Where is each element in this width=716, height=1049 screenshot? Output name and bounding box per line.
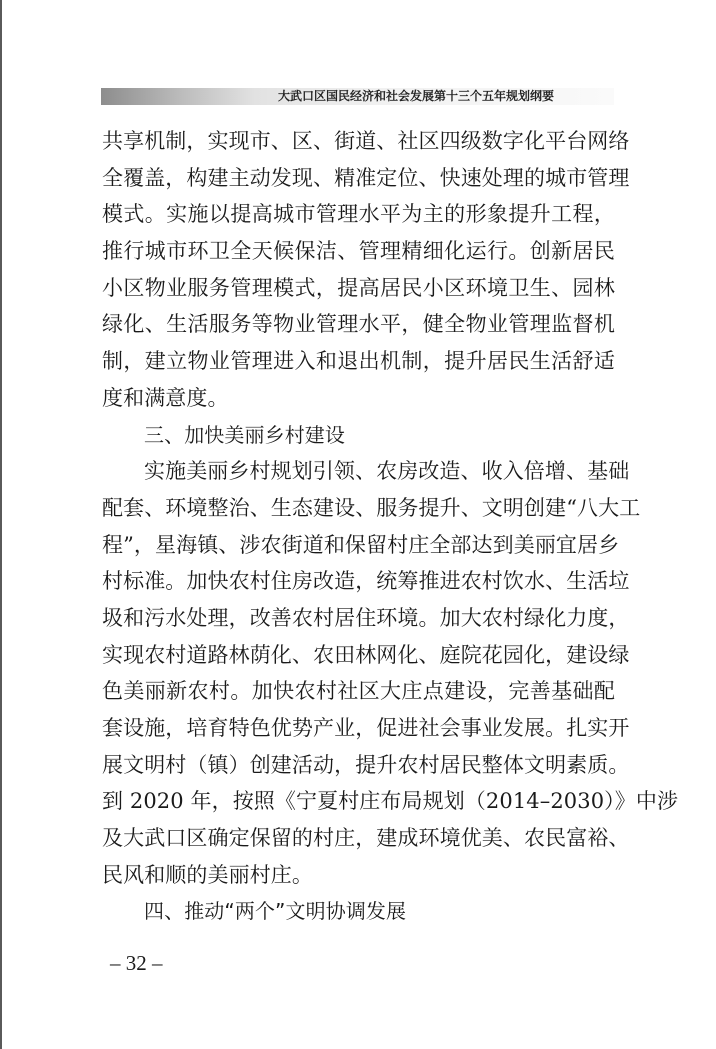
text-line: 及大武口区确定保留的村庄，建成环境优美、农民富裕、 [102, 826, 630, 851]
page-number: – 32 – [110, 951, 163, 975]
page-edge [0, 0, 2, 1049]
text-line: 套设施，培育特色优势产业，促进社会事业发展。扎实开 [102, 716, 630, 740]
section-heading: 三、加快美丽乡村建设 [144, 422, 345, 447]
header-title: 大武口区国民经济和社会发展第十三个五年规划纲要 [277, 89, 554, 103]
text-line: 实施美丽乡村规划引领、农房改造、收入倍增、基础 [144, 459, 630, 484]
text-line: 展文明村（镇）创建活动，提升农村居民整体文明素质。 [102, 752, 630, 777]
text-line: 民风和顺的美丽村庄。 [102, 862, 313, 887]
text-line: 度和满意度。 [102, 385, 229, 410]
text-line: 制，建立物业管理进入和退出机制，提升居民生活舒适 [102, 349, 615, 374]
section-heading: 四、推动“两个”文明协调发展 [144, 899, 407, 924]
text-line: 小区物业服务管理模式，提高居民小区环境卫生、园林 [102, 275, 615, 300]
text-line: 色美丽新农村。加快农村社区大庄点建设，完善基础配 [102, 679, 615, 704]
text-line: 村标准。加快农村住房改造，统筹推进农村饮水、生活垃 [102, 569, 630, 594]
text-line: 到 2020 年，按照《宁夏村庄布局规划（2014–2030）》中涉 [102, 789, 679, 814]
text-line: 程”，星海镇、涉农街道和保留村庄全部达到美丽宜居乡 [102, 532, 620, 557]
text-line: 绿化、生活服务等物业管理水平，健全物业管理监督机 [102, 312, 615, 337]
running-header [101, 88, 614, 105]
text-line: 圾和污水处理，改善农村居住环境。加大农村绿化力度， [102, 605, 630, 630]
body-text [102, 123, 679, 930]
text-line: 配套、环境整治、生态建设、服务提升、文明创建“八大工 [102, 495, 641, 520]
text-line: 推行城市环卫全天候保洁、管理精细化运行。创新居民 [102, 239, 615, 264]
text-line: 共享机制，实现市、区、街道、社区四级数字化平台网络 [102, 129, 630, 153]
text-line: 实现农村道路林荫化、农田林网化、庭院花园化，建设绿 [102, 642, 630, 667]
text-line: 模式。实施以提高城市管理水平为主的形象提升工程， [102, 202, 615, 227]
text-line: 全覆盖，构建主动发现、精准定位、快速处理的城市管理 [102, 165, 630, 190]
